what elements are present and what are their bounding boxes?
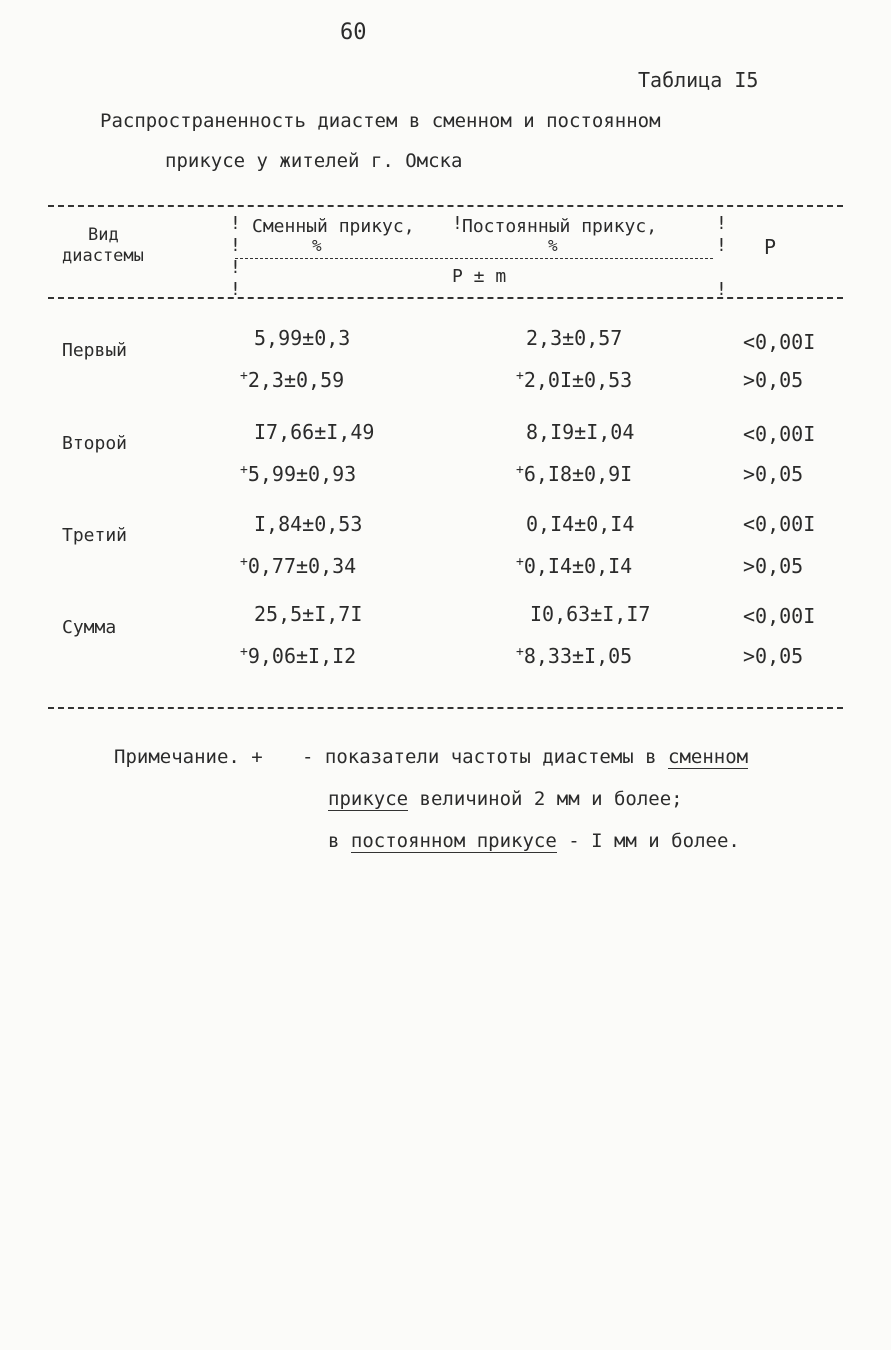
header-type-line1: Вид	[88, 225, 119, 245]
cell-permanent: 6,I8±0,9I	[523, 462, 633, 486]
plus-mark: +	[240, 554, 248, 570]
plus-mark: +	[240, 462, 248, 478]
cell-permanent: 0,I4±0,I4	[526, 512, 635, 536]
cell-mixed: 2,3±0,59	[247, 368, 345, 392]
header-permanent-bite: Постоянный прикус,	[462, 216, 658, 237]
table-title-line1: Распространенность диастем в сменном и постоянном	[100, 110, 661, 132]
cell-permanent: 2,0I±0,53	[523, 368, 633, 392]
plus-mark: +	[516, 644, 524, 660]
cell-p: <0,00I	[743, 330, 816, 354]
note-line1: - показатели частоты диастемы в сменном	[302, 746, 749, 768]
cell-permanent: 8,I9±I,04	[526, 420, 635, 444]
cell-mixed: I7,66±I,49	[254, 420, 375, 444]
plus-mark: +	[516, 554, 524, 570]
cell-permanent: 0,I4±0,I4	[523, 554, 633, 578]
column-separator-mark: !	[230, 279, 241, 300]
cell-p: >0,05	[743, 368, 804, 392]
cell-mixed: 9,06±I,I2	[247, 644, 357, 668]
header-p: Р	[764, 235, 777, 259]
row-label: Второй	[62, 433, 128, 454]
header-mixed-unit: %	[312, 236, 322, 255]
cell-p: >0,05	[743, 644, 804, 668]
table-title-line2: прикусе у жителей г. Омска	[165, 150, 463, 172]
cell-mixed: 25,5±I,7I	[254, 602, 363, 626]
column-separator-mark: !	[452, 213, 463, 234]
row-label: Первый	[62, 340, 128, 361]
cell-permanent: I0,63±I,I7	[530, 602, 651, 626]
column-separator-mark: !	[230, 213, 241, 234]
header-permanent-unit: %	[548, 236, 558, 255]
column-separator-mark: !	[230, 257, 241, 278]
column-separator-mark: !	[716, 279, 727, 300]
header-mixed-bite: Сменный прикус,	[252, 216, 415, 237]
cell-permanent: 2,3±0,57	[526, 326, 623, 350]
table-label: Таблица I5	[638, 68, 759, 92]
header-mid-rule	[235, 258, 713, 259]
plus-mark: +	[516, 368, 524, 384]
column-separator-mark: !	[230, 235, 241, 256]
header-type-line2: диастемы	[62, 246, 144, 266]
plus-mark: +	[516, 462, 524, 478]
cell-mixed: 5,99±0,93	[247, 462, 357, 486]
table-bottom-rule	[48, 707, 843, 709]
cell-permanent: 8,33±I,05	[523, 644, 633, 668]
note-line2: прикусе величиной 2 мм и более;	[328, 788, 683, 810]
column-separator-mark: !	[716, 235, 727, 256]
page-number: 60	[340, 20, 367, 45]
cell-p: <0,00I	[743, 604, 816, 628]
row-label: Сумма	[62, 617, 117, 638]
note-lead: Примечание. +	[114, 746, 263, 768]
cell-mixed: 0,77±0,34	[247, 554, 357, 578]
plus-mark: +	[240, 644, 248, 660]
cell-p: >0,05	[743, 554, 804, 578]
cell-p: <0,00I	[743, 512, 816, 536]
header-bottom-rule	[48, 297, 843, 299]
cell-mixed: 5,99±0,3	[254, 326, 351, 350]
header-subheader: Р ± m	[452, 266, 507, 287]
row-label: Третий	[62, 525, 128, 546]
plus-mark: +	[240, 368, 248, 384]
cell-p: >0,05	[743, 462, 804, 486]
cell-p: <0,00I	[743, 422, 816, 446]
column-separator-mark: !	[716, 213, 727, 234]
table-top-rule	[48, 205, 843, 207]
note-line3: в постоянном прикусе - I мм и более.	[328, 830, 740, 852]
cell-mixed: I,84±0,53	[254, 512, 363, 536]
